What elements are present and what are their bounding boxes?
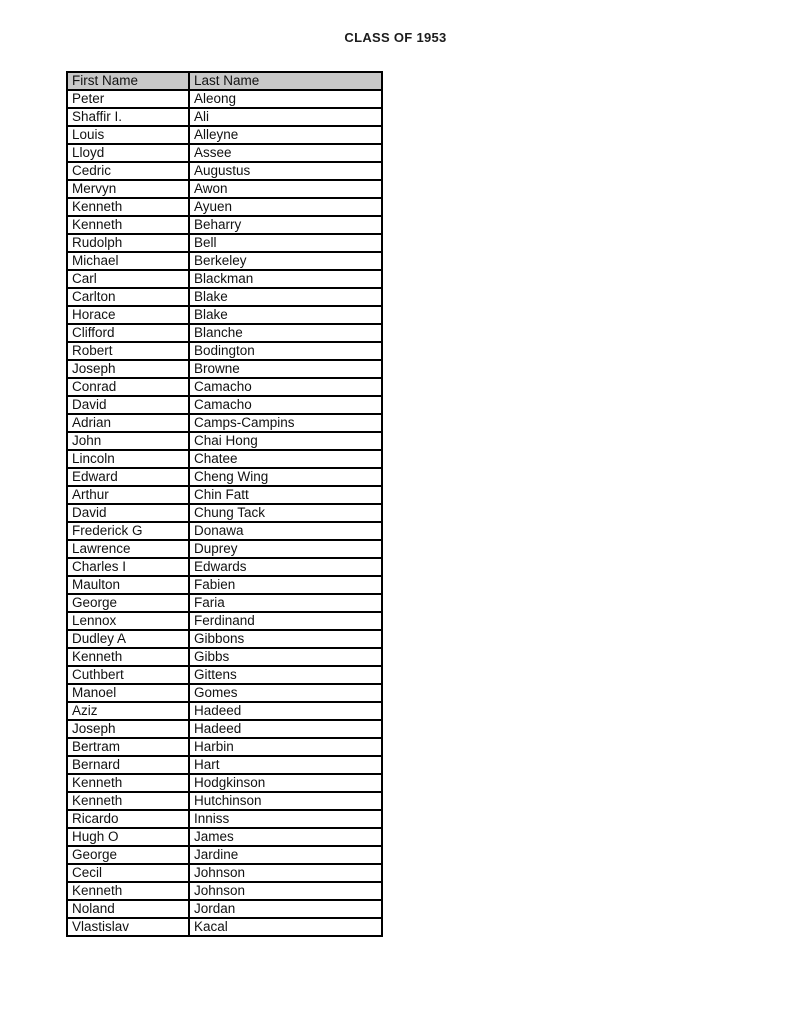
table-row bbox=[67, 468, 382, 486]
first-name-cell: Vlastislav bbox=[67, 918, 189, 936]
page-title: CLASS OF 1953 bbox=[344, 30, 447, 45]
last-name-cell: Camacho bbox=[189, 396, 382, 414]
first-name-cell: Conrad bbox=[67, 378, 189, 396]
first-name-cell: Lennox bbox=[67, 612, 189, 630]
last-name-cell: Beharry bbox=[189, 216, 382, 234]
last-name-cell: Chin Fatt bbox=[189, 486, 382, 504]
last-name-cell: Edwards bbox=[189, 558, 382, 576]
column-header-first-name: First Name bbox=[67, 72, 189, 90]
first-name-cell: Arthur bbox=[67, 486, 189, 504]
table-row bbox=[67, 918, 382, 936]
first-name-cell: Kenneth bbox=[67, 648, 189, 666]
table-row bbox=[67, 828, 382, 846]
first-name-cell: Kenneth bbox=[67, 198, 189, 216]
table-row bbox=[67, 666, 382, 684]
first-name-cell: Shaffir I. bbox=[67, 108, 189, 126]
first-name-cell: Manoel bbox=[67, 684, 189, 702]
table-row bbox=[67, 576, 382, 594]
table-row bbox=[67, 612, 382, 630]
first-name-cell: Kenneth bbox=[67, 216, 189, 234]
last-name-cell: Gittens bbox=[189, 666, 382, 684]
table-row bbox=[67, 342, 382, 360]
first-name-cell: Kenneth bbox=[67, 774, 189, 792]
table-row bbox=[67, 738, 382, 756]
last-name-cell: Jardine bbox=[189, 846, 382, 864]
first-name-cell: Carl bbox=[67, 270, 189, 288]
last-name-cell: Kacal bbox=[189, 918, 382, 936]
last-name-cell: Cheng Wing bbox=[189, 468, 382, 486]
table-row bbox=[67, 180, 382, 198]
table-row bbox=[67, 846, 382, 864]
header-row bbox=[67, 72, 382, 90]
table-row bbox=[67, 252, 382, 270]
last-name-cell: Browne bbox=[189, 360, 382, 378]
table-row bbox=[67, 810, 382, 828]
last-name-cell: Berkeley bbox=[189, 252, 382, 270]
column-header-last-name: Last Name bbox=[189, 72, 382, 90]
last-name-cell: Blake bbox=[189, 306, 382, 324]
last-name-cell: Blackman bbox=[189, 270, 382, 288]
first-name-cell: Robert bbox=[67, 342, 189, 360]
table-row bbox=[67, 702, 382, 720]
table-row bbox=[67, 108, 382, 126]
first-name-cell: Bertram bbox=[67, 738, 189, 756]
last-name-cell: Hadeed bbox=[189, 702, 382, 720]
last-name-cell: Blake bbox=[189, 288, 382, 306]
first-name-cell: Cedric bbox=[67, 162, 189, 180]
table-row bbox=[67, 684, 382, 702]
last-name-cell: Inniss bbox=[189, 810, 382, 828]
last-name-cell: Bodington bbox=[189, 342, 382, 360]
table-row bbox=[67, 144, 382, 162]
table-row bbox=[67, 270, 382, 288]
table-row bbox=[67, 306, 382, 324]
table-row bbox=[67, 216, 382, 234]
first-name-cell: Michael bbox=[67, 252, 189, 270]
table-row bbox=[67, 126, 382, 144]
first-name-cell: Lawrence bbox=[67, 540, 189, 558]
table-row bbox=[67, 882, 382, 900]
table-row bbox=[67, 414, 382, 432]
first-name-cell: Clifford bbox=[67, 324, 189, 342]
table-row bbox=[67, 630, 382, 648]
first-name-cell: Dudley A bbox=[67, 630, 189, 648]
first-name-cell: Mervyn bbox=[67, 180, 189, 198]
last-name-cell: Gibbons bbox=[189, 630, 382, 648]
first-name-cell: Ricardo bbox=[67, 810, 189, 828]
table-header bbox=[67, 72, 382, 90]
first-name-cell: Lloyd bbox=[67, 144, 189, 162]
last-name-cell: Ferdinand bbox=[189, 612, 382, 630]
first-name-cell: Adrian bbox=[67, 414, 189, 432]
last-name-cell: Hutchinson bbox=[189, 792, 382, 810]
first-name-cell: Charles I bbox=[67, 558, 189, 576]
table-row bbox=[67, 558, 382, 576]
table-row bbox=[67, 396, 382, 414]
first-name-cell: Louis bbox=[67, 126, 189, 144]
first-name-cell: Horace bbox=[67, 306, 189, 324]
table-row bbox=[67, 756, 382, 774]
last-name-cell: Johnson bbox=[189, 882, 382, 900]
last-name-cell: Camacho bbox=[189, 378, 382, 396]
table-row bbox=[67, 522, 382, 540]
table-row bbox=[67, 864, 382, 882]
first-name-cell: George bbox=[67, 594, 189, 612]
last-name-cell: James bbox=[189, 828, 382, 846]
table-row bbox=[67, 774, 382, 792]
last-name-cell: Chai Hong bbox=[189, 432, 382, 450]
first-name-cell: Noland bbox=[67, 900, 189, 918]
table-row bbox=[67, 900, 382, 918]
last-name-cell: Alleyne bbox=[189, 126, 382, 144]
first-name-cell: Hugh O bbox=[67, 828, 189, 846]
table-row bbox=[67, 324, 382, 342]
table-row bbox=[67, 288, 382, 306]
last-name-cell: Harbin bbox=[189, 738, 382, 756]
first-name-cell: Rudolph bbox=[67, 234, 189, 252]
table-row bbox=[67, 504, 382, 522]
last-name-cell: Hadeed bbox=[189, 720, 382, 738]
last-name-cell: Jordan bbox=[189, 900, 382, 918]
first-name-cell: Bernard bbox=[67, 756, 189, 774]
last-name-cell: Johnson bbox=[189, 864, 382, 882]
last-name-cell: Duprey bbox=[189, 540, 382, 558]
last-name-cell: Faria bbox=[189, 594, 382, 612]
last-name-cell: Gibbs bbox=[189, 648, 382, 666]
first-name-cell: John bbox=[67, 432, 189, 450]
last-name-cell: Gomes bbox=[189, 684, 382, 702]
class-roster-table bbox=[66, 71, 383, 937]
table-row bbox=[67, 90, 382, 108]
table-row bbox=[67, 360, 382, 378]
table-row bbox=[67, 432, 382, 450]
first-name-cell: George bbox=[67, 846, 189, 864]
table-row bbox=[67, 720, 382, 738]
first-name-cell: David bbox=[67, 396, 189, 414]
last-name-cell: Hart bbox=[189, 756, 382, 774]
table-row bbox=[67, 198, 382, 216]
first-name-cell: David bbox=[67, 504, 189, 522]
table-row bbox=[67, 648, 382, 666]
last-name-cell: Chung Tack bbox=[189, 504, 382, 522]
first-name-cell: Aziz bbox=[67, 702, 189, 720]
last-name-cell: Awon bbox=[189, 180, 382, 198]
first-name-cell: Maulton bbox=[67, 576, 189, 594]
table-row bbox=[67, 594, 382, 612]
table-row bbox=[67, 450, 382, 468]
last-name-cell: Chatee bbox=[189, 450, 382, 468]
last-name-cell: Aleong bbox=[189, 90, 382, 108]
last-name-cell: Donawa bbox=[189, 522, 382, 540]
table-row bbox=[67, 162, 382, 180]
last-name-cell: Bell bbox=[189, 234, 382, 252]
first-name-cell: Edward bbox=[67, 468, 189, 486]
last-name-cell: Blanche bbox=[189, 324, 382, 342]
first-name-cell: Cuthbert bbox=[67, 666, 189, 684]
first-name-cell: Carlton bbox=[67, 288, 189, 306]
last-name-cell: Assee bbox=[189, 144, 382, 162]
first-name-cell: Peter bbox=[67, 90, 189, 108]
table-row bbox=[67, 486, 382, 504]
table-row bbox=[67, 540, 382, 558]
first-name-cell: Cecil bbox=[67, 864, 189, 882]
first-name-cell: Joseph bbox=[67, 360, 189, 378]
last-name-cell: Fabien bbox=[189, 576, 382, 594]
last-name-cell: Hodgkinson bbox=[189, 774, 382, 792]
table-row bbox=[67, 234, 382, 252]
first-name-cell: Kenneth bbox=[67, 792, 189, 810]
last-name-cell: Ayuen bbox=[189, 198, 382, 216]
last-name-cell: Camps-Campins bbox=[189, 414, 382, 432]
last-name-cell: Augustus bbox=[189, 162, 382, 180]
first-name-cell: Kenneth bbox=[67, 882, 189, 900]
table-row bbox=[67, 378, 382, 396]
first-name-cell: Frederick G bbox=[67, 522, 189, 540]
table-body bbox=[67, 90, 382, 936]
table-row bbox=[67, 792, 382, 810]
first-name-cell: Lincoln bbox=[67, 450, 189, 468]
last-name-cell: Ali bbox=[189, 108, 382, 126]
first-name-cell: Joseph bbox=[67, 720, 189, 738]
